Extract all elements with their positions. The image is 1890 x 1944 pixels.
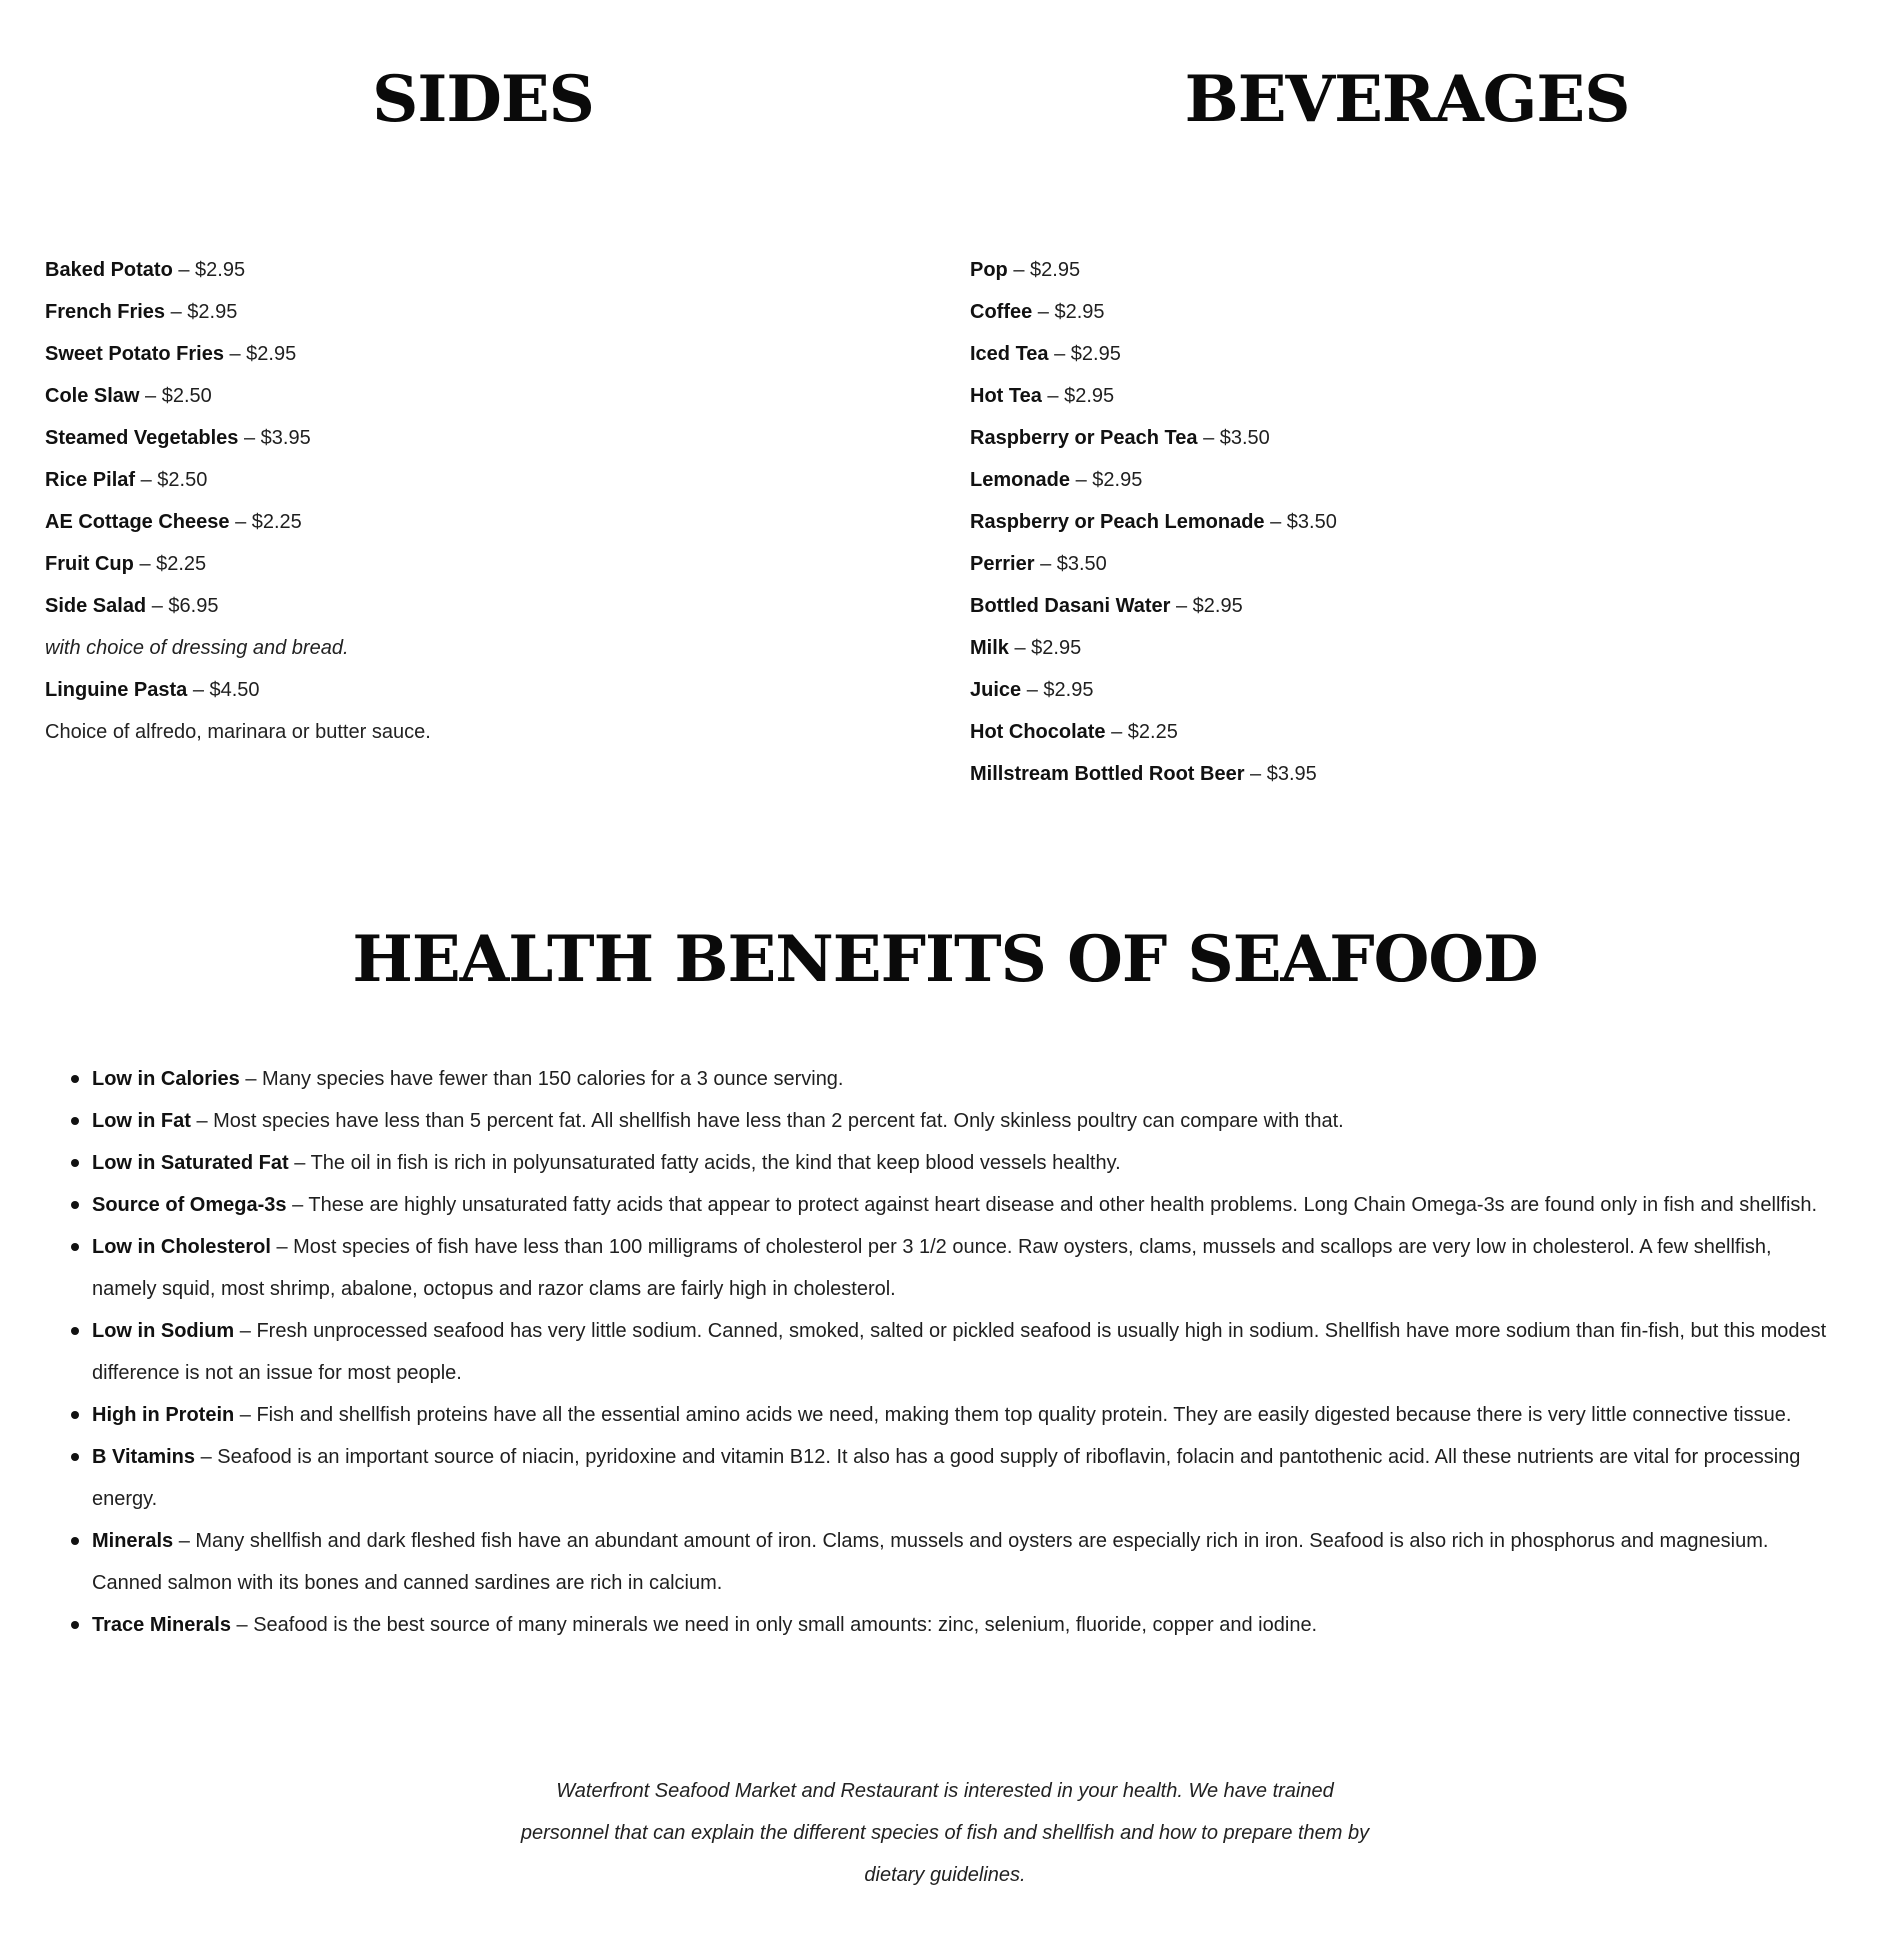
benefit-title: Minerals <box>92 1530 174 1552</box>
benefit-text: – Many species have fewer than 150 calories for a 3 ounce serving. <box>245 1068 844 1090</box>
benefit-title: Low in Saturated Fat <box>92 1152 289 1174</box>
item-name: Millstream Bottled Root Beer <box>970 763 1245 785</box>
item-price: – $3.95 <box>1250 763 1317 785</box>
item-price: – $6.95 <box>151 595 219 617</box>
benefit-item <box>92 1226 1832 1310</box>
item-price: – $2.95 <box>1075 469 1143 491</box>
benefit-text: – Fish and shellfish proteins have all the essential amino acids we need, making them top quality protein. They are easily digested because there is very little connective tissue. <box>239 1404 1792 1426</box>
item-price: – $2.95 <box>1054 343 1121 365</box>
benefit-item <box>92 1142 1832 1184</box>
item-price: – $2.25 <box>1111 721 1178 743</box>
benefit-item <box>92 1604 1832 1646</box>
benefit-text: – Many shellfish and dark fleshed fish have an abundant amount of iron. Clams, mussels and oysters are especially rich in iron. Seafood is also rich in phosphorus and magnesium. Canned salmon with its bones and canned sardines are rich in calcium. <box>92 1530 1769 1594</box>
beverages-list <box>970 249 1870 795</box>
sides-heading: SIDES <box>372 62 594 137</box>
item-name: Hot Chocolate <box>970 721 1106 743</box>
footer-note <box>0 1770 1890 1896</box>
list-item <box>970 753 1870 795</box>
item-price: – $3.50 <box>1270 511 1337 533</box>
benefit-text: – Most species of fish have less than 100 milligrams of cholesterol per 3 1/2 ounce. Raw oysters, clams, mussels and scallops are very low in cholesterol. A few shellfish, namely squid, most shrimp, abalone, octopus and razor clams are fairly high in cholesterol. <box>92 1236 1772 1300</box>
item-name: Perrier <box>970 553 1035 575</box>
list-item <box>45 375 945 417</box>
sides-list <box>45 249 945 753</box>
beverages-heading: BEVERAGES <box>1184 62 1630 137</box>
side-salad-note <box>45 627 945 669</box>
benefit-title: Trace Minerals <box>92 1614 231 1636</box>
item-name: Juice <box>970 679 1022 701</box>
list-item <box>970 627 1870 669</box>
item-name: Lemonade <box>970 469 1071 491</box>
item-price: – $3.95 <box>244 427 311 449</box>
item-price: – $2.50 <box>140 469 208 491</box>
benefit-text: – Seafood is an important source of niacin, pyridoxine and vitamin B12. It also has a good supply of riboflavin, folacin and pantothenic acid. All these nutrients are vital for processing energy. <box>92 1446 1801 1510</box>
item-name: Cole Slaw <box>45 385 140 407</box>
benefit-item <box>92 1394 1832 1436</box>
health-benefits-section <box>0 918 1890 1636</box>
item-price: – $2.95 <box>1037 301 1105 323</box>
item-price: – $2.25 <box>235 511 302 533</box>
benefit-title: High in Protein <box>92 1404 235 1426</box>
health-heading: HEALTH BENEFITS OF SEAFOOD <box>352 922 1538 997</box>
benefit-text: – Seafood is the best source of many minerals we need in only small amounts: zinc, selenium, fluoride, copper and iodine. <box>236 1614 1318 1636</box>
list-item <box>45 333 945 375</box>
item-name: Raspberry or Peach Tea <box>970 427 1198 449</box>
item-price: – $4.50 <box>192 679 260 701</box>
list-item <box>970 543 1870 585</box>
list-item <box>970 417 1870 459</box>
menu-columns <box>0 0 1890 800</box>
item-price: – $2.95 <box>229 343 297 365</box>
list-item <box>45 669 945 711</box>
benefit-text: – The oil in fish is rich in polyunsaturated fatty acids, the kind that keep blood vessels healthy. <box>294 1152 1121 1174</box>
benefit-text: – Most species have less than 5 percent fat. All shellfish have less than 2 percent fat. Only skinless poultry can compare with that. <box>196 1110 1344 1132</box>
list-item <box>970 585 1870 627</box>
item-note: with choice of dressing and bread. <box>45 637 349 659</box>
item-name: Hot Tea <box>970 385 1042 407</box>
item-price: – $2.95 <box>1014 637 1082 659</box>
benefit-item <box>92 1436 1832 1520</box>
item-price: – $3.50 <box>1040 553 1107 575</box>
list-item <box>970 669 1870 711</box>
list-item <box>970 333 1870 375</box>
item-name: Baked Potato <box>45 259 173 281</box>
item-price: – $3.50 <box>1203 427 1270 449</box>
list-item <box>45 543 945 585</box>
item-note: Choice of alfredo, marinara or butter sauce. <box>45 721 431 743</box>
list-item <box>45 585 945 627</box>
list-item <box>45 501 945 543</box>
benefit-title: Low in Fat <box>92 1110 191 1132</box>
item-name: Bottled Dasani Water <box>970 595 1171 617</box>
benefit-item <box>92 1310 1832 1394</box>
item-name: Side Salad <box>45 595 147 617</box>
item-name: Steamed Vegetables <box>45 427 239 449</box>
benefit-title: Low in Cholesterol <box>92 1236 271 1258</box>
list-item <box>45 249 945 291</box>
benefit-text: – These are highly unsaturated fatty acids that appear to protect against heart disease and other health problems. Long Chain Omega-3s are found only in fish and shellfish. <box>292 1194 1818 1216</box>
item-price: – $2.95 <box>1175 595 1243 617</box>
list-item <box>45 459 945 501</box>
list-item <box>970 501 1870 543</box>
item-name: Linguine Pasta <box>45 679 188 701</box>
item-name: Fruit Cup <box>45 553 134 575</box>
item-price: – $2.95 <box>1047 385 1115 407</box>
benefit-item <box>92 1184 1832 1226</box>
item-name: Raspberry or Peach Lemonade <box>970 511 1265 533</box>
list-item <box>970 459 1870 501</box>
item-price: – $2.95 <box>170 301 238 323</box>
benefit-title: Source of Omega-3s <box>92 1194 287 1216</box>
item-name: Iced Tea <box>970 343 1049 365</box>
item-name: Coffee <box>970 301 1033 323</box>
item-name: Rice Pilaf <box>45 469 136 491</box>
list-item <box>970 375 1870 417</box>
item-price: – $2.95 <box>178 259 246 281</box>
item-name: AE Cottage Cheese <box>45 511 230 533</box>
pasta-note <box>45 711 945 753</box>
list-item <box>45 417 945 459</box>
item-price: – $2.95 <box>1026 679 1094 701</box>
item-price: – $2.50 <box>145 385 212 407</box>
list-item <box>45 291 945 333</box>
sides-section <box>45 58 945 753</box>
benefit-text: – Fresh unprocessed seafood has very little sodium. Canned, smoked, salted or pickled seafood is usually high in sodium. Shellfish have more sodium than fin-fish, but this modest difference is not an issue for most people. <box>92 1320 1827 1384</box>
benefit-title: Low in Calories <box>92 1068 240 1090</box>
benefit-title: B Vitamins <box>92 1446 195 1468</box>
footer-note-text: Waterfront Seafood Market and Restaurant is interested in your health. We have trained personnel that can explain the different species of fish and shellfish and how to prepare them by dietary guidelines. <box>520 1780 1370 1886</box>
item-name: French Fries <box>45 301 166 323</box>
benefit-item <box>92 1058 1832 1100</box>
item-price: – $2.95 <box>1013 259 1081 281</box>
list-item <box>970 249 1870 291</box>
benefits-list <box>92 1058 1832 1646</box>
benefit-item <box>92 1520 1832 1604</box>
beverages-section <box>970 58 1870 795</box>
benefit-item <box>92 1100 1832 1142</box>
item-price: – $2.25 <box>139 553 207 575</box>
item-name: Milk <box>970 637 1009 659</box>
item-name: Sweet Potato Fries <box>45 343 224 365</box>
item-name: Pop <box>970 259 1008 281</box>
list-item <box>970 291 1870 333</box>
list-item <box>970 711 1870 753</box>
benefit-title: Low in Sodium <box>92 1320 235 1342</box>
